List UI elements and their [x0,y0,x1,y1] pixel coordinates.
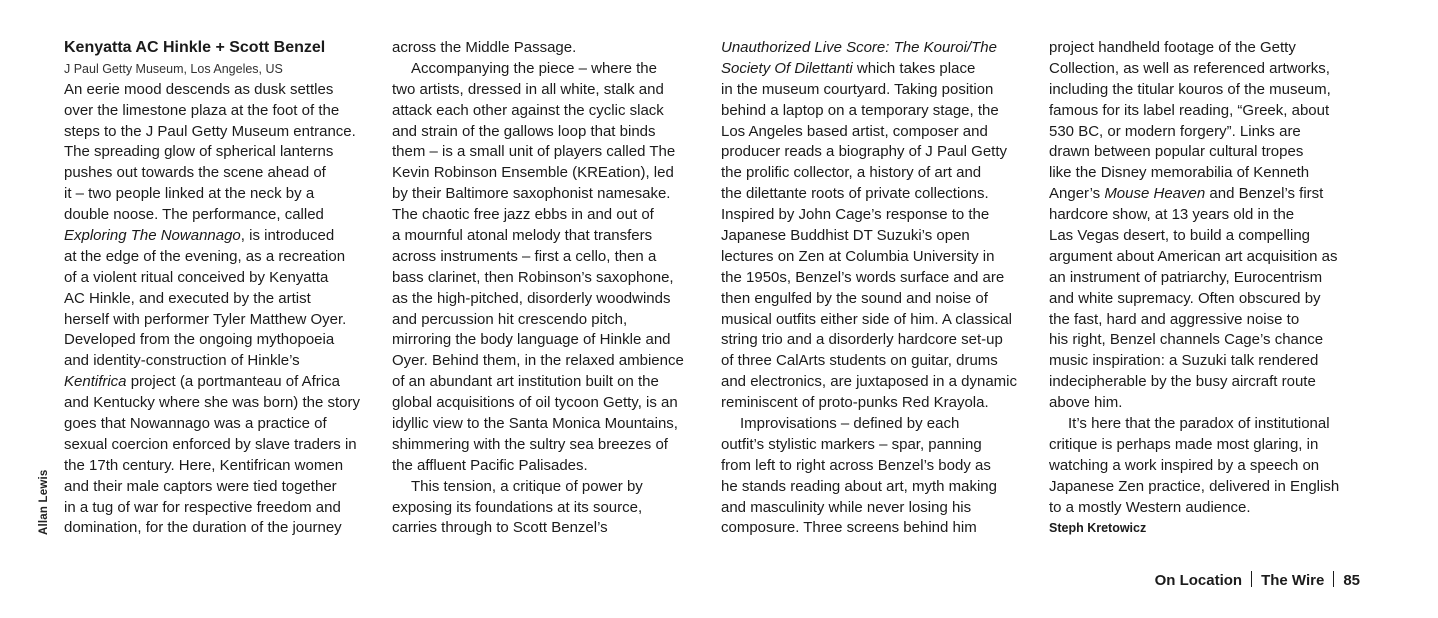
text-line: steps to the J Paul Getty Museum entrance. [64,122,356,140]
text-line: and electronics, are juxtaposed in a dynamic [721,373,1018,391]
text-line: his right, Benzel channels Cage’s chance [1049,331,1324,349]
text-line: exposing its foundations at its source, [392,498,643,516]
text-line: carries through to Scott Benzel’s [392,519,608,537]
text-line: the dilettante roots of private collections. [721,185,989,203]
text-line: reminiscent of proto-punks Red Krayola. [721,394,989,412]
text-line: of a violent ritual conceived by Kenyatta [64,268,329,286]
text-line [1049,184,1367,205]
italic-title: Mouse Heaven [1104,185,1206,203]
text-line: An eerie mood descends as dusk settles [64,80,334,98]
article-heading: Kenyatta AC Hinkle + Scott Benzel [64,39,326,56]
text-line: of three CalArts students on guitar, drums [721,352,998,370]
text-line: including the titular kouros of the museum, [1049,80,1331,98]
text-line: The chaotic free jazz ebbs in and out of [392,206,654,224]
text-line [64,372,382,393]
text-line: shimmering with the sultry sea breezes of [392,435,668,453]
text-line: global acquisitions of oil tycoon Getty, is an [392,394,678,412]
text-line: critique is perhaps made most glaring, in [1049,435,1319,453]
text-line: two artists, dressed in all white, stalk and [392,80,664,98]
text-line: it – two people linked at the neck by a [64,185,315,203]
text-line: argument about American art acquisition as [1049,247,1338,265]
text-line: AC Hinkle, and executed by the artist [64,289,311,307]
article-column-3 [721,38,1039,539]
page-footer [1155,571,1360,589]
text-line: famous for its label reading, “Greek, about [1049,101,1330,119]
text-line: project handheld footage of the Getty [1049,39,1296,56]
italic-title: Society Of Dilettanti [721,59,853,77]
text-line: Inspired by John Cage’s response to the [721,206,990,224]
text-line: idyllic view to the Santa Monica Mountains, [392,415,678,433]
text-line: attack each other against the cyclic slack [392,101,664,119]
text-line: outfit’s stylistic markers – spar, panning [721,435,982,453]
text-segment: , is introduced [240,227,335,245]
text-line: composure. Three screens behind him [721,519,977,537]
text-line: them – is a small unit of players called The [392,143,676,161]
text-line: the fast, hard and aggressive noise to [1049,310,1300,328]
footer-publication: The Wire [1261,572,1325,589]
text-line: at the edge of the evening, as a recreation [64,247,346,265]
text-line: to a mostly Western audience. [1049,498,1251,516]
text-line: like the Disney memorabilia of Kenneth [1049,164,1310,182]
text-line: herself with performer Tyler Matthew Oyer. [64,310,347,328]
text-line: above him. [1049,394,1123,412]
text-line: indecipherable by the busy aircraft route [1049,373,1316,391]
text-line: and their male captors were tied together [64,477,337,495]
text-line: an instrument of patriarchy, Eurocentrism [1049,268,1323,286]
text-line: across instruments – first a cello, then a [392,247,657,265]
text-line: he stands reading about art, myth making [721,477,997,495]
text-line: and identity-construction of Hinkle’s [64,352,300,370]
text-line: sexual coercion enforced by slave traders in [64,435,357,453]
text-line: goes that Nowannago was a practice of [64,415,327,433]
text-line: Improvisations – defined by each [740,415,960,433]
photo-credit: Allan Lewis [38,469,50,535]
text-line: the 17th century. Here, Kentifrican women [64,456,344,474]
text-line: Kevin Robinson Ensemble (KREation), led [392,164,674,182]
footer-section: On Location [1154,572,1243,589]
text-line: producer reads a biography of J Paul Getty [721,143,1007,161]
text-line: drawn between popular cultural tropes [1049,143,1304,161]
text-line: Japanese Zen practice, delivered in English [1049,477,1340,495]
text-line: Accompanying the piece – where the [411,59,657,77]
article-column-4 [1049,38,1367,539]
text-line [721,59,1039,80]
text-line: the affluent Pacific Palisades. [392,456,588,474]
text-line: and Kentucky where she was born) the story [64,394,360,412]
text-segment: Anger’s [1049,185,1105,203]
text-segment: project (a portmanteau of Africa [126,373,340,391]
text-line: double noose. The performance, called [64,206,324,224]
text-line: watching a work inspired by a speech on [1049,456,1320,474]
text-line: Developed from the ongoing mythopoeia [64,331,335,349]
italic-title: Kentifrica [64,373,127,391]
text-line: and percussion hit crescendo pitch, [392,310,628,328]
text-line: string trio and a disorderly hardcore set-up [721,331,1003,349]
text-line: domination, for the duration of the journey [64,519,342,537]
footer-divider [1333,571,1334,587]
text-line: mirroring the body language of Hinkle and [392,331,671,349]
text-line: and masculinity while never losing his [721,498,972,516]
text-line: bass clarinet, then Robinson’s saxophone, [392,268,674,286]
text-segment: and Benzel’s first [1205,185,1324,203]
text-line: then engulfed by the sound and noise of [721,289,988,307]
author-signature: Steph Kretowicz [1049,521,1147,536]
text-line: the 1950s, Benzel’s words surface and are [721,268,1005,286]
text-line: This tension, a critique of power by [411,477,643,495]
text-line: music inspiration: a Suzuki talk rendered [1049,352,1319,370]
text-line: across the Middle Passage. [392,39,577,56]
text-line: The spreading glow of spherical lanterns [64,143,334,161]
italic-title: Exploring The Nowannago [64,227,241,245]
text-line [721,38,1039,59]
text-line: pushes out towards the scene ahead of [64,164,326,182]
article-column-2 [392,38,710,539]
text-line: in the museum courtyard. Taking position [721,80,994,98]
text-line: Oyer. Behind them, in the relaxed ambience [392,352,684,370]
text-line: and white supremacy. Often obscured by [1049,289,1321,307]
text-line: behind a laptop on a temporary stage, the [721,101,999,119]
text-line: over the limestone plaza at the foot of the [64,101,340,119]
article-column-1 [64,38,382,539]
text-line: the prolific collector, a history of art and [721,164,982,182]
footer-divider [1251,571,1252,587]
text-line: It’s here that the paradox of institutional [1068,415,1330,433]
text-line: by their Baltimore saxophonist namesake. [392,185,671,203]
text-line: in a tug of war for respective freedom and [64,498,341,516]
text-line: and strain of the gallows loop that binds [392,122,656,140]
text-line: from left to right across Benzel’s body as [721,456,991,474]
text-line: 530 BC, or modern forgery”. Links are [1049,122,1301,140]
text-segment: which takes place [852,59,976,77]
text-line: of an abundant art institution built on the [392,373,659,391]
article-venue: J Paul Getty Museum, Los Angeles, US [64,61,283,76]
text-line: lectures on Zen at Columbia University in [721,247,995,265]
text-line: hardcore show, at 13 years old in the [1049,206,1295,224]
text-line: musical outfits either side of him. A classical [721,310,1012,328]
text-line: Las Vegas desert, to build a compelling [1049,227,1310,245]
text-line: Japanese Buddhist DT Suzuki’s open [721,227,970,245]
page-number: 85 [1343,572,1360,589]
text-line: Los Angeles based artist, composer and [721,122,988,140]
text-line: as the high-pitched, disorderly woodwinds [392,289,671,307]
italic-title: Unauthorized Live Score: The Kouroi/The [721,39,997,56]
text-line: Collection, as well as referenced artworks, [1049,59,1330,77]
text-line: a mournful atonal melody that transfers [392,227,653,245]
text-line [64,226,382,247]
